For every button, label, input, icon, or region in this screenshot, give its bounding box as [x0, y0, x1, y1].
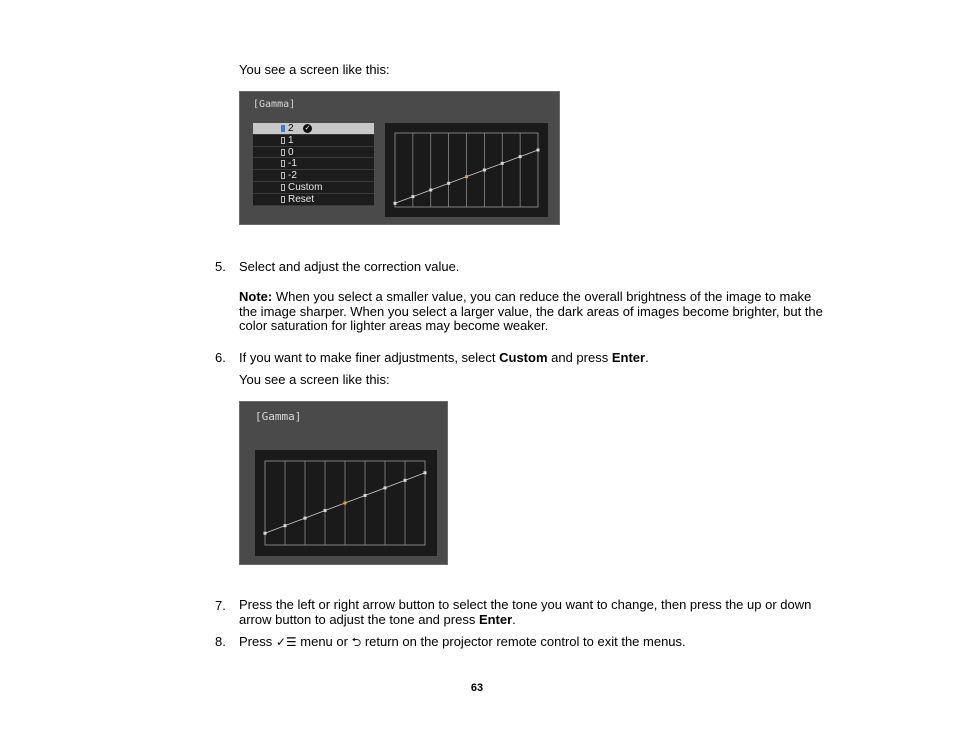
note-label: Note:: [239, 289, 273, 304]
screen-title: [Gamma]: [255, 410, 302, 423]
selected-point: [344, 502, 347, 505]
enter-label: Enter: [478, 611, 513, 627]
menu-item[interactable]: [253, 158, 374, 170]
menu-item-label: Custom: [288, 182, 323, 193]
curve-point: [519, 155, 522, 158]
menu-item-label: 0: [288, 146, 294, 158]
gamma-curve-chart: [255, 450, 437, 556]
step-number: 6.: [215, 350, 226, 365]
menu-item-label: 1: [288, 134, 294, 146]
radio-icon: [281, 137, 285, 144]
menu-icon: ✓☰: [275, 635, 297, 649]
radio-icon: [281, 172, 285, 179]
custom-label: Custom: [499, 350, 548, 365]
intro-text-1: You see a screen like this:: [239, 62, 390, 77]
step-text: Select and adjust the correction value.: [239, 259, 460, 274]
menu-item[interactable]: [253, 147, 374, 159]
gamma-screen-2: [239, 401, 448, 565]
gamma-graph: [385, 123, 548, 217]
curve-point: [324, 509, 327, 512]
curve-point: [411, 195, 414, 198]
step-number: 8.: [215, 634, 226, 649]
return-icon: ⮌: [351, 635, 362, 649]
menu-item[interactable]: [253, 123, 374, 135]
screen-title: [Gamma]: [253, 99, 296, 110]
menu-item[interactable]: [253, 170, 374, 182]
menu-item[interactable]: [253, 135, 374, 147]
check-circle-icon: ✓: [304, 125, 311, 132]
curve-point: [394, 202, 397, 205]
gamma-screen-1: [239, 91, 560, 225]
curve-point: [537, 149, 540, 152]
curve-point: [447, 182, 450, 185]
note-text: When you select a smaller value, you can reduce the overall brightness of the image to make the image sharper. When you select a larger value, the dark areas of images become brighter, but the color saturation for lighter areas may become weaker.: [239, 289, 823, 334]
menu-item-label: Reset: [288, 193, 315, 205]
menu-item[interactable]: [253, 194, 374, 206]
radio-icon: [281, 184, 285, 191]
gamma-graph: [255, 450, 437, 556]
menu-item[interactable]: [253, 182, 374, 194]
menu-item-label: -1: [288, 158, 297, 170]
radio-icon: [281, 125, 285, 132]
step-text: Press ✓☰ menu or ⮌ return on the projector remote control to exit the menus.: [239, 634, 686, 649]
curve-point: [304, 517, 307, 520]
curve-point: [501, 162, 504, 165]
gamma-curve-chart: [385, 123, 548, 217]
enter-label: Enter: [611, 350, 646, 365]
curve-point: [364, 494, 367, 497]
curve-point: [404, 479, 407, 482]
step-text: If you want to make finer adjustments, select Custom and press Enter.: [239, 350, 649, 365]
menu-item-label: 2: [288, 123, 294, 134]
page-number: 63: [470, 682, 484, 694]
curve-point: [429, 188, 432, 191]
step-number: 7.: [215, 598, 226, 613]
note-paragraph: [239, 290, 829, 334]
curve-point: [483, 169, 486, 172]
radio-icon: [281, 149, 285, 156]
gamma-menu: [253, 123, 374, 206]
selected-point: [465, 175, 468, 178]
curve-point: [264, 532, 267, 535]
radio-icon: [281, 196, 285, 203]
step-text: Press the left or right arrow button to select the tone you want to change, then press the up or down arrow button to adjust the tone and press Enter.: [239, 597, 812, 627]
menu-item-label: -2: [288, 170, 297, 182]
curve-point: [384, 486, 387, 489]
curve-point: [284, 524, 287, 527]
curve-point: [424, 471, 427, 474]
radio-icon: [281, 160, 285, 167]
intro-text-2: You see a screen like this:: [239, 372, 390, 387]
step-number: 5.: [215, 259, 226, 274]
